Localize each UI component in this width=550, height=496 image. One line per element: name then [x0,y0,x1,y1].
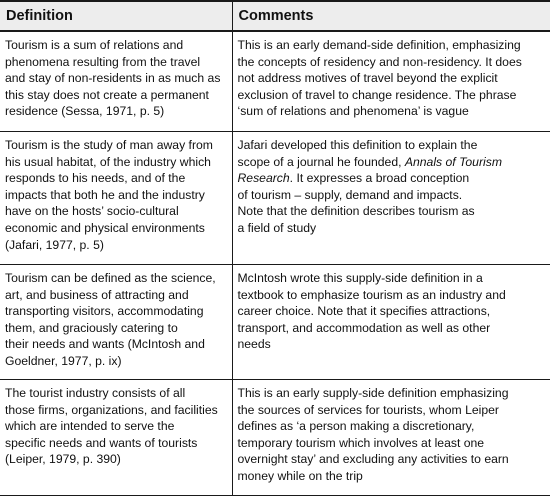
text-line: Goeldner, 1977, p. ix) [5,353,122,368]
text-line: exclusion of travel to change residence. The phrase [237,87,517,102]
journal-title: Research [237,171,290,186]
comments-cell [232,265,550,380]
text-line: their needs and wants (McIntosh and [5,337,205,352]
text-line: transport, and accommodation as well as other [237,320,491,335]
text-line: a field of study [237,220,317,235]
text-line: impacts that both he and the industry [5,187,205,202]
text-line: ‘sum of relations and phenomena’ is vague [237,104,469,119]
text-line: the sources of services for tourists, whom Leiper [237,402,499,417]
text-line: textbook to emphasize tourism as an industry and [237,287,506,302]
comments-cell [232,380,550,496]
text-line: responds to his needs, and of the [5,171,186,186]
text-line: of tourism – supply, demand and impacts. [237,187,463,202]
text-line: his usual habitat, of the industry which [5,154,211,169]
definition-cell [0,265,232,380]
comments-cell [232,31,550,132]
definition-cell [0,380,232,496]
table-row [0,265,550,380]
text-line: defines as ‘a person making a discretionary, [237,419,475,434]
table-row [0,380,550,496]
comments-cell [232,132,550,265]
text-run: scope of a journal he founded, [237,154,402,169]
text-run: . It expresses a broad conception [289,171,470,186]
text-line: which are intended to serve the [5,419,175,434]
text-line: transporting visitors, accommodating [5,304,204,319]
text-line: those firms, organizations, and facilities [5,402,218,417]
definition-column-header: Definition [0,1,232,31]
text-line: residence (Sessa, 1971, p. 5) [5,104,165,119]
table-row [0,132,550,265]
text-line [238,170,547,187]
text-line: the concepts of residency and non-residency. It does [237,54,522,69]
text-line [238,154,547,171]
text-line: career choice. Note that it specifies attractions, [237,304,491,319]
text-line: not address motives of travel beyond the explicit [237,71,498,86]
text-line: The tourist industry consists of all [5,386,186,400]
text-line: Jafari developed this definition to explain the [237,138,478,152]
text-line: needs [237,337,271,352]
definition-cell [0,31,232,132]
text-line: Note that the definition describes tourism as [237,204,475,219]
table-row [0,31,550,132]
text-line: art, and business of attracting and [5,287,189,302]
text-line: Tourism is a sum of relations and [5,38,184,52]
text-line: overnight stay’ and excluding any activities to earn [237,452,509,467]
definition-cell [0,132,232,265]
text-line: this stay does not create a permanent [5,87,209,102]
text-line: and stay of non-residents in as much as [5,71,221,86]
comments-column-header: Comments [232,1,550,31]
text-line: Tourism can be defined as the science, [5,271,216,285]
text-line: (Jafari, 1977, p. 5) [5,237,104,252]
text-line: economic and physical environments [5,220,205,235]
text-line: This is an early supply-side definition emphasizing [237,386,509,400]
text-line: (Leiper, 1979, p. 390) [5,452,121,467]
text-line: This is an early demand-side definition, emphasizing [237,38,521,52]
journal-title: Annals of Tourism [404,154,502,169]
text-line: temporary tourism which involves at least one [237,435,485,450]
text-line: specific needs and wants of tourists [5,435,198,450]
header-row [0,1,550,31]
text-line: them, and graciously catering to [5,320,178,335]
text-line: phenomena resulting from the travel [5,54,201,69]
text-line: Tourism is the study of man away from [5,138,213,152]
text-line: money while on the trip [237,468,363,483]
text-line: McIntosh wrote this supply-side definition in a [237,271,483,285]
text-line: have on the hosts’ socio-cultural [5,204,179,219]
